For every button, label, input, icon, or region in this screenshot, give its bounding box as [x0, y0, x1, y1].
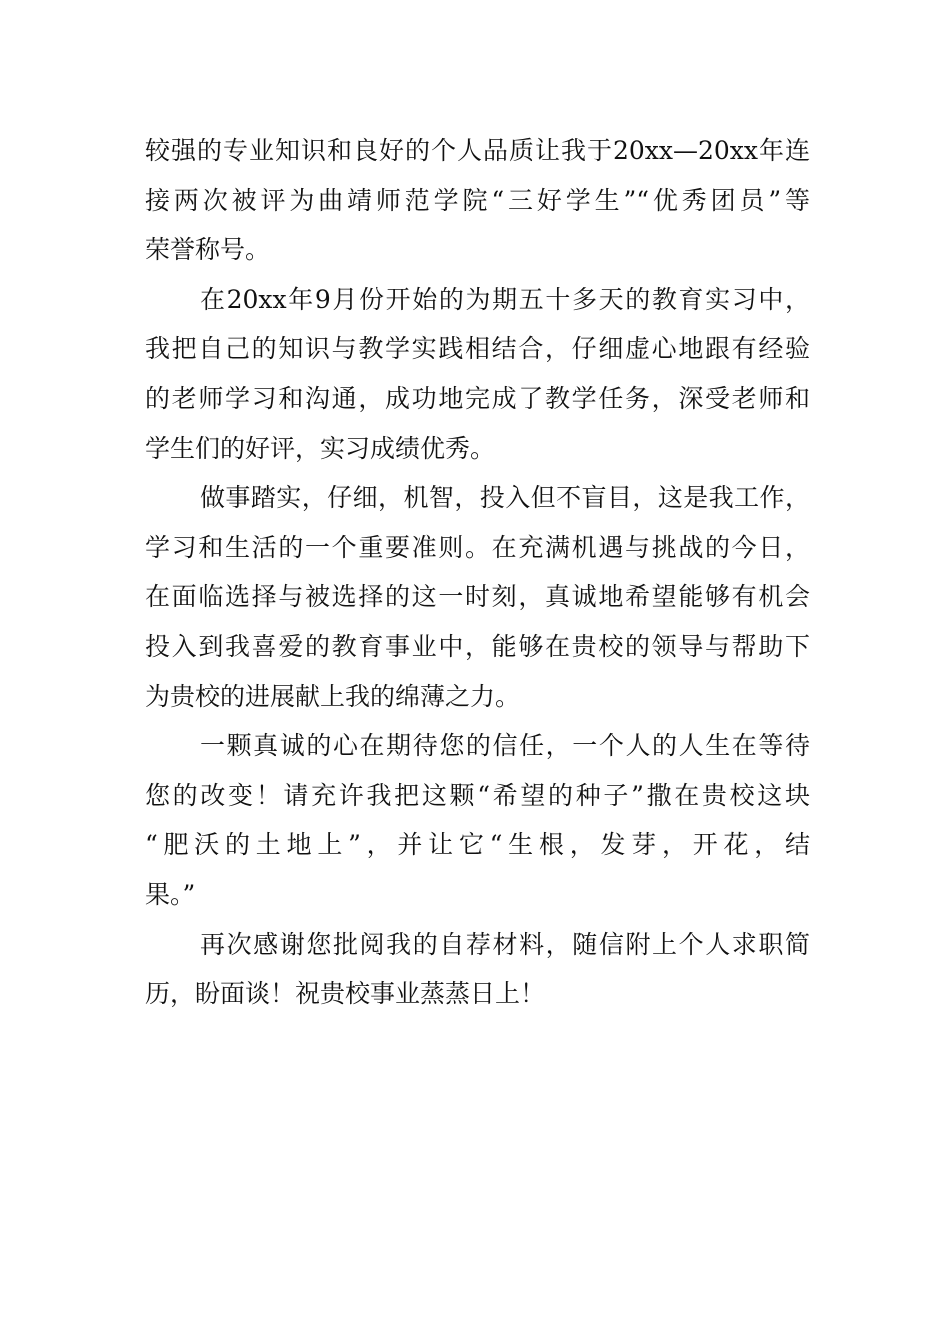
text-line: 在面临选择与被选择的这一时刻，真诚地希望能够有机会 [145, 582, 810, 612]
text-line: 接两次被评为曲靖师范学院“三好学生”“优秀团员”等 [145, 185, 810, 215]
text-line: “肥沃的土地上”，并让它“生根，发芽，开花，结 [145, 830, 810, 860]
paragraph-4 [145, 721, 810, 919]
paragraph-5 [145, 920, 810, 1019]
text-line: 为贵校的进展献上我的绵薄之力。 [145, 681, 521, 711]
text-line: 我把自己的知识与教学实践相结合，仔细虚心地跟有经验 [145, 334, 810, 364]
text-line: 您的改变！请充许我把这颗“希望的种子”撒在贵校这块 [145, 780, 810, 810]
text-line: 的老师学习和沟通，成功地完成了教学任务，深受老师和 [145, 383, 810, 413]
paragraph-1 [145, 126, 810, 275]
paragraph-2 [145, 275, 810, 473]
text-line: 历，盼面谈！祝贵校事业蒸蒸日上！ [145, 979, 546, 1009]
text-line: 一颗真诚的心在期待您的信任，一个人的人生在等待 [200, 731, 810, 761]
text-line: 做事踏实，仔细，机智，投入但不盲目，这是我工作， [200, 483, 810, 513]
text-line: 较强的专业知识和良好的个人品质让我于20xx—20xx年连 [145, 136, 810, 165]
document-body [145, 126, 810, 1019]
paragraph-3 [145, 473, 810, 721]
text-line: 学习和生活的一个重要准则。在充满机遇与挑战的今日， [145, 532, 810, 562]
text-line: 再次感谢您批阅我的自荐材料，随信附上个人求职简 [200, 929, 810, 959]
text-line: 学生们的好评，实习成绩优秀。 [145, 433, 496, 463]
text-line: 果。” [145, 879, 196, 909]
text-line: 投入到我喜爱的教育事业中，能够在贵校的领导与帮助下 [145, 631, 810, 661]
text-line: 在20xx年9月份开始的为期五十多天的教育实习中， [200, 284, 810, 314]
text-line: 荣誉称号。 [145, 235, 271, 265]
